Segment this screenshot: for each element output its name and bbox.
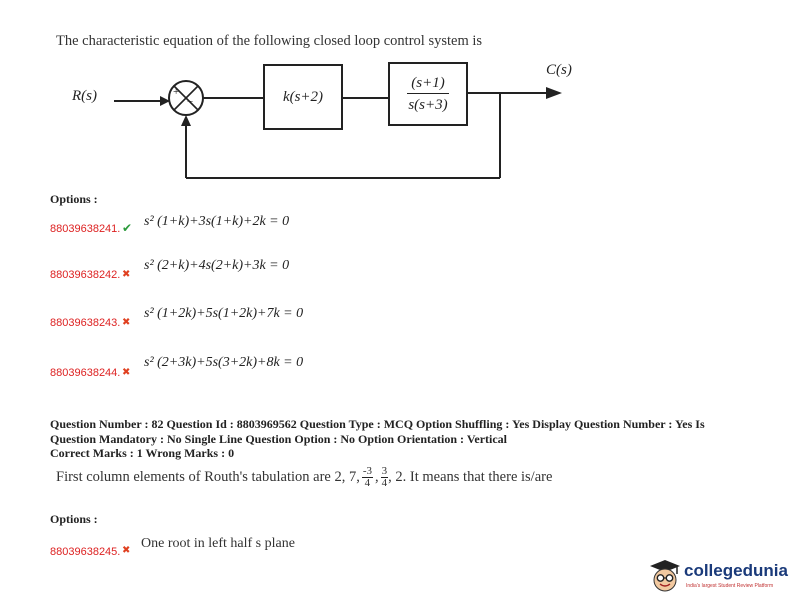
cross-icon: ✖: [122, 545, 131, 556]
options-heading: Options :: [50, 192, 98, 206]
question-text: The characteristic equation of the following closed loop control system is: [56, 33, 483, 49]
question-meta-line: Question Mandatory : No Single Line Question Option : No Option Orientation : Vertical: [50, 431, 508, 446]
option-equation: s² (1+k)+3s(1+k)+2k = 0: [144, 214, 290, 229]
block-controller-label: k(s+2): [282, 88, 324, 105]
question-meta-line: Correct Marks : 1 Wrong Marks : 0: [50, 446, 235, 460]
cross-icon: ✖: [122, 269, 131, 280]
cross-icon: ✖: [122, 317, 131, 328]
collegedunia-logo: [648, 555, 788, 599]
fraction-separator: ,: [375, 469, 379, 485]
option-id: 88039638244.: [50, 367, 121, 379]
question-meta: [50, 417, 770, 461]
fraction-numerator: 3: [381, 465, 388, 477]
output-label: C(s): [546, 62, 572, 78]
block-plant-denominator: s(s+3): [408, 96, 448, 113]
question-text-part: , 2. It means that there is/are: [388, 469, 553, 485]
fraction-denominator: 4: [381, 477, 388, 489]
option-row[interactable]: [50, 536, 450, 562]
input-label: R(s): [72, 88, 97, 104]
option-id: 88039638241.: [50, 223, 121, 235]
block-plant: [388, 62, 468, 126]
block-controller: [263, 64, 343, 130]
question-text-part: First column elements of Routh's tabulation are 2, 7,: [56, 469, 360, 485]
option-row[interactable]: [50, 353, 450, 381]
logo-tagline: India's largest Student Review Platform: [686, 583, 774, 589]
graduate-mascot-icon: [648, 557, 682, 595]
option-equation: s² (2+3k)+5s(3+2k)+8k = 0: [144, 355, 304, 370]
option-equation: s² (1+2k)+5s(1+2k)+7k = 0: [144, 306, 304, 321]
sum-plus-sign: +: [173, 86, 180, 98]
block-diagram: [0, 0, 792, 200]
option-id: 88039638245.: [50, 546, 121, 558]
option-text: One root in left half s plane: [141, 536, 295, 551]
option-equation: s² (2+k)+4s(2+k)+3k = 0: [144, 258, 290, 273]
option-id: 88039638242.: [50, 269, 121, 281]
fraction: [381, 466, 389, 489]
option-row[interactable]: [50, 304, 450, 332]
fraction: [362, 466, 373, 489]
sum-minus-sign: −: [187, 96, 194, 108]
option-row[interactable]: [50, 212, 450, 240]
check-icon: ✔: [122, 221, 133, 235]
question-meta-line: Question Number : 82 Question Id : 8803969562 Question Type : MCQ Option Shuffling : Yes Display Question Number : Yes Is: [50, 417, 705, 431]
option-id: 88039638243.: [50, 317, 121, 329]
fraction-numerator: -3: [362, 465, 373, 477]
options-heading: Options :: [50, 512, 98, 526]
block-plant-numerator: (s+1): [407, 73, 448, 94]
option-row[interactable]: [50, 256, 450, 284]
fraction-denominator: 4: [364, 477, 371, 489]
logo-name: collegedunia: [684, 561, 788, 580]
cross-icon: ✖: [122, 367, 131, 378]
question-text-82: [56, 466, 552, 489]
